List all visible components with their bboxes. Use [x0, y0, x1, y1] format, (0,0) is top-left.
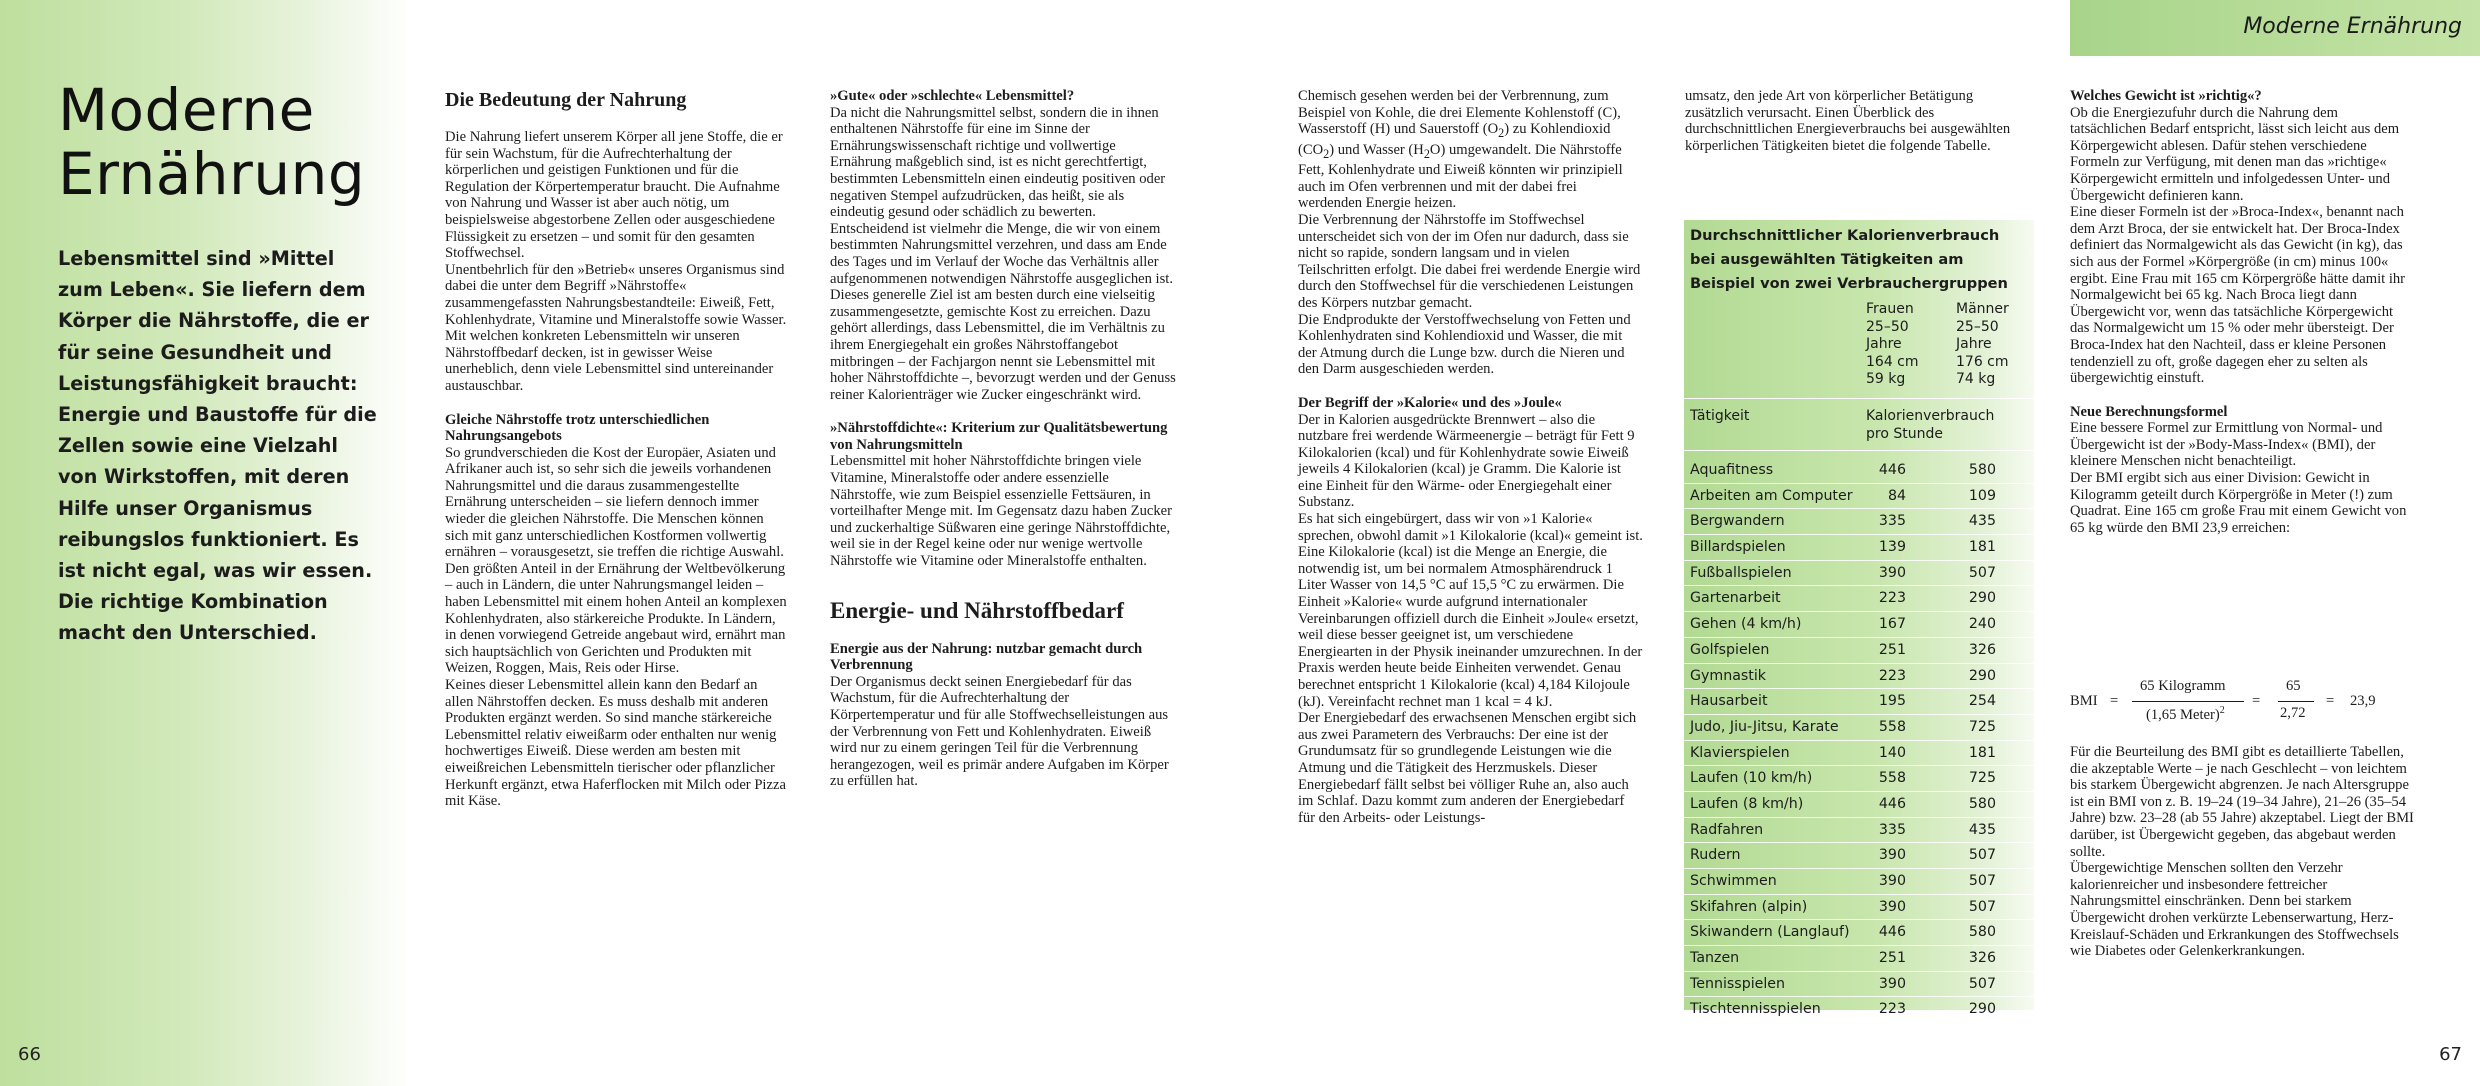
- subheading: Gleiche Nährstoffe trotz unterschiedlichen Nahrungsangebots: [445, 411, 710, 445]
- women-value-cell: 446: [1878, 462, 1906, 478]
- table-row: [1684, 843, 2034, 869]
- men-value-cell: 725: [1968, 718, 1996, 735]
- column-header-women: Frauen 25–50 Jahre 164 cm 59 kg: [1866, 301, 1919, 387]
- table-row: [1684, 741, 2034, 767]
- activity-cell: Schwimmen: [1690, 873, 1777, 889]
- paragraph: Die Nahrung liefert unserem Körper all jene Stoffe, die er für sein Wachstum, für die Aufrechterhaltung der körperlichen und geistigen Funktionen und für die Regulation der Körpertemperatur braucht. Die Aufnahme von Nahrung und Wasser ist aber auch nötig, um beispielsweise abgestorbene Zellen oder ausgeschiedene Flüssigkeit zu ersetzen – und somit für den gesamten Stoffwechsel.: [445, 129, 783, 262]
- running-head-label: Moderne Ernährung: [2243, 14, 2462, 39]
- men-value-cell: 507: [1968, 847, 1996, 864]
- subheading: Der Begriff der »Kalorie« und des »Joule«: [1298, 394, 1562, 411]
- text-column-6: [2070, 88, 2416, 536]
- women-value-cell: 195: [1878, 693, 1906, 710]
- paragraph: Der Energiebedarf des erwachsenen Menschen ergibt sich aus zwei Parametern des Verbrauchs: Der eine ist der Grundumsatz für so grundlegende Leistungen wie die Atmung und die Tätigkeit des Herzmuskels. Dieser Energiebedarf fällt selbst bei völliger Ruhe an, also auch im Schlaf. Dazu kommt zum anderen der Energiebedarf für den Arbeits- oder Leistungs-: [1298, 710, 1637, 826]
- activity-cell: Billardspielen: [1690, 539, 1786, 556]
- table-title: Durchschnittlicher Kalorienverbrauch bei ausgewählten Tätigkeiten am Beispiel von zwei Verbrauchergruppen: [1690, 227, 2008, 292]
- formula-denominator: (1,65 Meter)$^2$: [2146, 705, 2225, 723]
- men-value-cell: 725: [1968, 770, 1996, 787]
- table-row: [1684, 792, 2034, 818]
- table-row: [1684, 664, 2034, 690]
- subheading: »Gute« oder »schlechte« Lebensmittel?: [830, 88, 1075, 104]
- table-body: [1684, 458, 2034, 1023]
- women-value-cell: 335: [1878, 513, 1906, 530]
- subheading: »Nährstoffdichte«: Kriterium zur Qualitätsbewertung von Nahrungsmitteln: [830, 420, 1168, 453]
- men-value-cell: 290: [1968, 667, 1996, 684]
- text-column-3: [1298, 88, 1643, 826]
- activity-cell: Fußballspielen: [1690, 564, 1792, 581]
- formula-numerator: 65 Kilogramm: [2140, 678, 2226, 694]
- paragraph: Der Organismus deckt seinen Energiebedarf für das Wachstum, für die Aufrechterhaltung der Körpertemperatur und für alle Stoffwechselleistungen aus der Verbrennung von Fett und Kohlenhydraten. Eiweiß wird nur zu einem geringen Teil für die Verbrennung herangezogen, weil es primär andere Aufgaben im Körper zu erfüllen hat.: [830, 673, 1169, 790]
- women-value-cell: 335: [1878, 821, 1906, 838]
- activity-cell: Bergwandern: [1690, 513, 1785, 530]
- activity-cell: Skiwandern (Langlauf): [1690, 924, 1850, 941]
- activity-cell: Radfahren: [1690, 821, 1764, 838]
- intro-paragraph: Lebensmittel sind »Mittel zum Leben«. Sie liefern dem Körper die Nährstoffe, die er für seine Gesundheit und Leistungsfähigkeit braucht: Energie und Baustoffe für die Zellen sowie eine Vielzahl von Wirkstoffen, mit deren Hilfe unser Organismus reibungslos funktioniert. Es ist nicht egal, was wir essen. Die richtige Kombination macht den Unterschied.: [58, 247, 377, 645]
- women-value-cell: 390: [1878, 975, 1906, 992]
- table-row: [1684, 972, 2034, 998]
- activity-cell: Laufen (8 km/h): [1690, 795, 1804, 812]
- women-value-cell: 223: [1878, 590, 1906, 607]
- column-header-activity: Tätigkeit: [1690, 408, 1750, 424]
- activity-cell: Gartenarbeit: [1690, 590, 1781, 607]
- men-value-cell: 181: [1968, 539, 1996, 556]
- page-number-right: 67: [2439, 1044, 2462, 1065]
- section-heading: Die Bedeutung der Nahrung: [445, 89, 687, 111]
- calorie-table: [1684, 220, 2034, 1018]
- women-value-cell: 139: [1878, 539, 1906, 556]
- running-head: [2070, 0, 2480, 56]
- table-divider: [1684, 398, 2034, 399]
- paragraph: Übergewichtige Menschen sollten den Verzehr kalorienreicher und insbesondere fettreicher Nahrungsmittel einschränken. Denn bei starkem Übergewicht drohen verkürzte Lebenserwartung, Herz-Kreislauf-Schäden und Erkrankungen des Stoffwechsels wie Diabetes oder Gelenkerkrankungen.: [2070, 860, 2399, 960]
- subheading: Energie aus der Nahrung: nutzbar gemacht durch Verbrennung: [830, 640, 1143, 674]
- women-value-cell: 251: [1878, 950, 1906, 967]
- women-value-cell: 140: [1878, 744, 1906, 761]
- formula-equals: =: [2110, 693, 2119, 709]
- paragraph: umsatz, den jede Art von körperlicher Betätigung zusätzlich verursacht. Einen Überblick des durchschnittlichen Energieverbrauchs bei ausgewählten körperlichen Tätigkeiten bietet die folgende Tabelle.: [1685, 88, 2011, 154]
- paragraph: Ob die Energiezufuhr durch die Nahrung dem tatsächlichen Bedarf entspricht, lässt sich leicht aus dem Körpergewicht ablesen. Dafür stehen verschiedene Formeln zur Verfügung, mit denen man das »richtige« Körpergewicht ermitteln und infolgedessen Unter- und Übergewicht definieren kann.: [2070, 104, 2400, 204]
- table-row: [1684, 766, 2034, 792]
- paragraph: Unentbehrlich für den »Betrieb« unseres Organismus sind dabei die unter dem Begriff »Nährstoffe« zusammengefassten Nahrungsbestandteile: Eiweiß, Fett, Kohlenhydrate, Vitamine und Mineralstoffe sowie Wasser. Mit welchen konkreten Lebensmitteln wir unseren Nährstoffbedarf decken, ist in gewisser Weise unerheblich, denn viele Lebensmittel sind untereinander austauschbar.: [445, 261, 787, 394]
- table-row: [1684, 458, 2034, 484]
- bmi-formula: [2070, 674, 2416, 730]
- formula-result: 23,9: [2350, 693, 2376, 709]
- women-value-cell: 390: [1878, 873, 1906, 889]
- paragraph: Chemisch gesehen werden bei der Verbrennung, zum Beispiel von Kohle, die drei Elemente Kohlenstoff (C), Wasserstoff (H) und Sauerstoff $(O_2)$ zu Kohlendioxid $(CO_2)$ und Wasser $(H_2O)$ umgewandelt. Die Nährstoffe Fett, Kohlenhydrate und Eiweiß könnten wir prinzipiell auch im Ofen verbrennen und mit der dabei frei werdenden Energie heizen.: [1298, 88, 1623, 212]
- women-value-cell: 446: [1878, 795, 1906, 812]
- paragraph: Es hat sich eingebürgert, dass wir von »1 Kalorie« sprechen, obwohl damit »1 Kilokalorie (kcal)« gemeint ist. Eine Kilokalorie (kcal) ist die Menge an Energie, die notwendig ist, um bei normalem Atmosphärendruck 1 Liter Wasser von 14,5 °C auf 15,5 °C zu erwärmen. Die Einheit »Kalorie« wurde aufgrund internationaler Vereinbarungen offiziell durch die Einheit »Joule« ersetzt, weil diese besser geeignet ist, um verschiedene Energiearten in der Physik ineinander umzurechnen. In der Praxis werden heute beide Einheiten verwendet. Genau berechnet entspricht 1 Kilokalorie (kcal) 4,184 Kilojoule (kJ). Vereinfacht rechnet man 1 kcal = 4 kJ.: [1298, 511, 1643, 710]
- activity-cell: Aquafitness: [1690, 462, 1774, 478]
- activity-cell: Judo, Jiu-Jitsu, Karate: [1690, 718, 1839, 735]
- men-value-cell: 290: [1968, 1001, 1996, 1018]
- women-value-cell: 223: [1878, 667, 1906, 684]
- men-value-cell: 181: [1968, 744, 1996, 761]
- table-row: [1684, 895, 2034, 921]
- men-value-cell: 109: [1968, 487, 1996, 504]
- men-value-cell: 507: [1968, 898, 1996, 915]
- text-column-2: [830, 88, 1176, 790]
- table-row: [1684, 715, 2034, 741]
- men-value-cell: 507: [1968, 873, 1996, 889]
- women-value-cell: 167: [1878, 616, 1906, 633]
- section-heading: Energie- und Nährstoffbedarf: [830, 597, 1124, 623]
- formula-equals: =: [2326, 693, 2335, 709]
- men-value-cell: 290: [1968, 590, 1996, 607]
- text-column-6-lower: [2070, 744, 2416, 960]
- paragraph: Für die Beurteilung des BMI gibt es detaillierte Tabellen, die akzeptable Werte – je nach Geschlecht – von leichtem bis starkem Übergewicht abgrenzen. Je nach Altersgruppe ist ein BMI von z. B. 19–24 (19–34 Jahre), 21–26 (35–54 Jahre) bzw. 23–28 (ab 55 Jahre) akzeptabel. Liegt der BMI darüber, ist Übergewicht gegeben, das abgebaut werden sollte.: [2070, 744, 2414, 860]
- men-value-cell: 326: [1968, 641, 1996, 658]
- men-value-cell: 240: [1968, 616, 1996, 633]
- paragraph: Eine dieser Formeln ist der »Broca-Index«, benannt nach dem Arzt Broca, der sie entwickelt hat. Der Broca-Index definiert das Normalgewicht als das Gewicht (in kg), das sich aus der Formel »Körpergröße (in cm) minus 100« ergibt. Eine Frau mit 165 cm Körpergröße hätte damit ihr Normalgewicht bei 65 kg. Nach Broca liegt dann Übergewicht vor, wenn das tatsächliche Körpergewicht das Normalgewicht um 15 % oder mehr übersteigt. Der Broca-Index hat den Nachteil, dass er kleine Personen tendenziell zu oft, große dagegen eher zu selten als übergewichtig einstuft.: [2070, 204, 2406, 387]
- activity-cell: Tanzen: [1690, 950, 1740, 967]
- activity-cell: Tischtennisspielen: [1690, 1001, 1821, 1018]
- formula-denominator-2: 2,72: [2280, 705, 2306, 721]
- men-value-cell: 507: [1968, 975, 1996, 992]
- paragraph: Die Endprodukte der Verstoffwechselung von Fetten und Kohlenhydraten sind Kohlendioxid und Wasser, die mit der Atmung durch die Lunge bzw. durch die Nieren und den Darm ausgeschieden werden.: [1298, 311, 1631, 378]
- women-value-cell: 390: [1878, 564, 1906, 581]
- table-row: [1684, 586, 2034, 612]
- paragraph: Den größten Anteil in der Ernährung der Weltbevölkerung – auch in Ländern, die unter Nahrungsmangel leiden – haben Lebensmittel mit einem hohen Anteil an komplexen Kohlenhydraten, also stärkereiche Produkte. In Ländern, in denen vorwiegend Getreide angebaut wird, ernährt man sich hauptsächlich von Gerichten und Produkten mit Weizen, Roggen, Mais, Reis oder Hirse.: [445, 560, 787, 677]
- women-value-cell: 223: [1878, 1001, 1906, 1018]
- table-row: [1684, 818, 2034, 844]
- table-row: [1684, 535, 2034, 561]
- activity-cell: Gehen (4 km/h): [1690, 616, 1802, 633]
- activity-cell: Skifahren (alpin): [1690, 898, 1808, 915]
- column-header-men: Männer 25–50 Jahre 176 cm 74 kg: [1956, 301, 2009, 387]
- paragraph: Dieses generelle Ziel ist am besten durch eine vielseitig zusammengesetzte, gemischte Kost zu erreichen. Dazu gehört allerdings, dass Lebensmittel, die im Verhältnis zu ihrem Energiegehalt ein großes Nährstoffangebot mitbringen – der Fachjargon nennt sie Lebensmittel mit hoher Nährstoffdichte –, bevorzugt werden und der Genuss reiner Kalorienträger wie Zucker eingeschränkt wird.: [830, 287, 1176, 403]
- paragraph: Lebensmittel mit hoher Nährstoffdichte bringen viele Vitamine, Mineralstoffe oder andere essenzielle Nährstoffe, wie zum Beispiel essenzielle Fettsäuren, in vorteilhafter Menge mit. Im Gegensatz dazu haben Zucker und zuckerhaltige Süßwaren eine geringe Nährstoffdichte, weil sie in der Regel keine oder nur wenige wertvolle Nährstoffe wie Vitamine oder Mineralstoffe enthalten.: [830, 453, 1172, 570]
- women-value-cell: 251: [1878, 641, 1906, 658]
- table-row: [1684, 509, 2034, 535]
- men-value-cell: 507: [1968, 564, 1996, 581]
- column-header-unit: Kalorienverbrauch pro Stunde: [1866, 408, 1995, 442]
- text-column-4: [1685, 88, 2025, 154]
- women-value-cell: 390: [1878, 898, 1906, 915]
- women-value-cell: 558: [1878, 718, 1906, 735]
- activity-cell: Klavierspielen: [1690, 744, 1790, 761]
- activity-cell: Golfspielen: [1690, 641, 1770, 658]
- table-row: [1684, 946, 2034, 972]
- women-value-cell: 390: [1878, 847, 1906, 864]
- paragraph: Die Verbrennung der Nährstoffe im Stoffwechsel unterscheidet sich von der im Ofen nur dadurch, dass sie nicht so rapide, sondern langsam und in vielen Teilschritten erfolgt. Die dabei frei werdende Energie wird durch den Stoffwechsel für die verschiedenen Leistungen des Körpers nutzbar gemacht.: [1298, 211, 1641, 311]
- page-number-left: 66: [18, 1044, 41, 1065]
- men-value-cell: 580: [1968, 924, 1996, 941]
- table-row: [1684, 561, 2034, 587]
- table-divider: [1684, 450, 2034, 451]
- formula-lhs: BMI: [2070, 693, 2098, 709]
- subheading: Neue Berechnungsformel: [2070, 403, 2228, 420]
- table-row: [1684, 869, 2034, 895]
- table-row: [1684, 484, 2034, 510]
- table-row: [1684, 997, 2034, 1023]
- men-value-cell: 580: [1968, 795, 1996, 812]
- table-row: [1684, 638, 2034, 664]
- activity-cell: Hausarbeit: [1690, 693, 1768, 710]
- activity-cell: Laufen (10 km/h): [1690, 770, 1813, 787]
- activity-cell: Gymnastik: [1690, 667, 1767, 684]
- men-value-cell: 580: [1968, 462, 1996, 478]
- activity-cell: Rudern: [1690, 847, 1741, 864]
- men-value-cell: 254: [1968, 693, 1996, 710]
- table-row: [1684, 612, 2034, 638]
- women-value-cell: 446: [1878, 924, 1906, 941]
- women-value-cell: 558: [1878, 770, 1906, 787]
- text-column-1: [445, 88, 787, 810]
- activity-cell: Tennisspielen: [1690, 975, 1786, 992]
- table-row: [1684, 689, 2034, 715]
- subheading: Welches Gewicht ist »richtig«?: [2070, 88, 2262, 104]
- paragraph: Der BMI ergibt sich aus einer Division: Gewicht in Kilogramm geteilt durch Körpergröße in Meter (!) zum Quadrat. Eine 165 cm große Frau mit einem Gewicht von 65 kg würde den BMI 23,9 erreichen:: [2070, 470, 2407, 536]
- women-value-cell: 84: [1887, 487, 1906, 504]
- activity-cell: Arbeiten am Computer: [1690, 487, 1853, 504]
- men-value-cell: 435: [1968, 821, 1996, 838]
- formula-numerator-2: 65: [2286, 678, 2301, 694]
- paragraph: Eine bessere Formel zur Ermittlung von Normal- und Übergewicht ist der »Body-Mass-Index« (BMI), der kleinere Menschen nicht benachteiligt.: [2070, 420, 2383, 470]
- paragraph: So grundverschieden die Kost der Europäer, Asiaten und Afrikaner auch ist, so sehr sich die jeweils vorhandenen Nahrungsmittel und die daraus zusammengestellte Ernährung unterscheiden – sie liefern dennoch immer wieder die gleichen Nährstoffe. Die Menschen können sich mit ganz unterschiedlichen Kostformen vollwertig ernähren – vorausgesetzt, sie treffen die richtige Auswahl.: [445, 444, 784, 561]
- formula-equals: =: [2252, 693, 2261, 709]
- men-value-cell: 326: [1968, 950, 1996, 967]
- men-value-cell: 435: [1968, 513, 1996, 530]
- page-title: Moderne Ernährung: [58, 76, 366, 208]
- paragraph: Der in Kalorien ausgedrückte Brennwert – also die nutzbare frei werdende Wärmeenergie – beträgt für Fett 9 Kilokalorien (kcal) und für Kohlenhydrate sowie Eiweiß jeweils 4 Kilokalorien (kcal) je Gramm. Die Kalorie ist eine Einheit für den Wärme- oder Energiegehalt einer Substanz.: [1298, 411, 1635, 511]
- table-row: [1684, 920, 2034, 946]
- paragraph: Da nicht die Nahrungsmittel selbst, sondern die in ihnen enthaltenen Nährstoffe für eine im Sinne der Ernährungswissenschaft richtige und vollwertige Ernährung maßgeblich sind, ist es nicht gerechtfertigt, bestimmten Lebensmitteln einen eindeutig positiven oder negativen Stempel aufzudrücken, das heißt, sie als eindeutig gesund oder schädlich zu bewerten. Entscheidend ist vielmehr die Menge, die wir von einem bestimmten Nahrungsmittel verzehren, und dass am Ende des Tages und im Verlauf der Woche das Verhältnis aller aufgenommenen notwendigen Nährstoffe ausgeglichen ist.: [830, 104, 1173, 287]
- paragraph: Keines dieser Lebensmittel allein kann den Bedarf an allen Nährstoffen decken. Es muss deshalb mit anderen Produkten ergänzt werden. So sind manche stärkereiche Lebensmittel relativ eiweißarm oder enthalten nur wenig hochwertiges Eiweiß. Diese werden am besten mit eiweißreichen Lebensmitteln tierischer oder pflanzlicher Herkunft ergänzt, etwa Haferflocken mit Milch oder Pizza mit Käse.: [445, 677, 786, 810]
